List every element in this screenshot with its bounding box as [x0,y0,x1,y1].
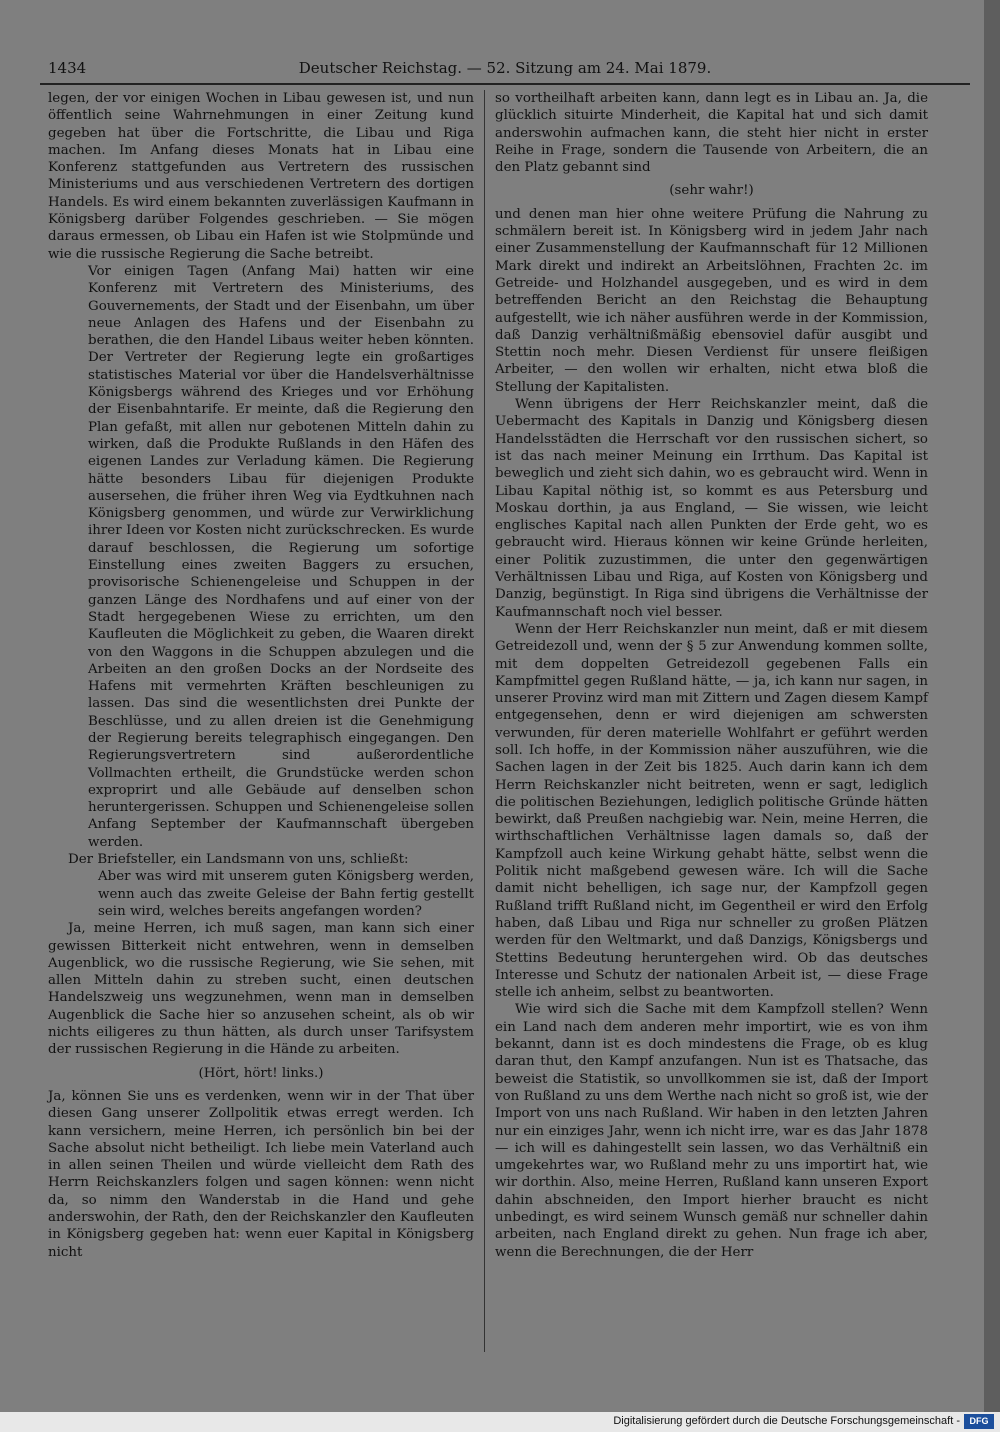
footer-credit: Digitalisierung gefördert durch die Deutsche Forschungsgemeinschaft - [613,1415,960,1427]
paragraph: Wenn der Herr Reichskanzler nun meint, daß er mit diesem Getreidezoll und, wenn der § 5 zur Anwendung kommen sollte, mit dem doppelten Getreidezoll gegebenen Falls ein Kampfmittel gegen Rußland hätte, — ja, ich kann nur sagen, in unserer Provinz wird man mit Zittern und Zagen diesem Kampf entgegensehen, denn er wird diejenigen am schwersten verwunden, für deren materielle Wohlfahrt er geführt werden soll. Ich hoffe, in der Kommission näher auszuführen, wie die Sachen lagen in der Zeit bis 1825. Auch darin kann ich dem Herrn Reichskanzler nicht beitreten, wenn er sagt, lediglich die politischen Beziehungen, lediglich politische Gründe hätten bewirkt, daß Preußen nachgiebig war. Nein, meine Herren, die wirthschaftlichen Verhältnisse lagen damals so, daß der Kampfzoll auch keine Wirkung gehabt hätte, selbst wenn die Politik nicht maßgebend gewesen wäre. Ich will die Sache damit nicht behelligen, ich sage nur, der Kampfzoll gegen Rußland trifft Rußland nicht, im Gegentheil er wird den Erfolg haben, daß Libau und Riga nur schneller zu großen Plätzen werden für den Weltmarkt, und daß Danzigs, Königsbergs und Stettins Bedeutung heruntergehen wird. Ob das deutsches Interesse und Schutz der nationalen Arbeit ist, — diese Frage stelle ich anheim, selbst zu beantworten. [495,621,928,1001]
right-column [495,90,928,1261]
paragraph: Aber was wird mit unserem guten Königsberg werden, wenn auch das zweite Geleise der Bahn fertig gestellt sein wird, welches bereits angefangen worden? [98,869,474,919]
interjection: (sehr wahr!) [669,183,754,199]
page-header [40,57,970,83]
page-number: 1434 [48,59,87,77]
paragraph: Ja, können Sie uns es verdenken, wenn wir in der That über diesen Gang unserer Zollpolitik etwas erregt werden. Ich kann versichern, meine Herren, ich persönlich bin bei der Sache absolut nicht betheiligt. Ich liebe mein Vaterland auch in allen seinen Theilen und würde vielleicht dem Rath des Herrn Reichskanzlers folgen und sagen können: wenn nicht da, so nimm den Wanderstab in die Hand und gehe anderswohin, der Rath, den der Reichskanzler den Kaufleuten in Königsberg gegeben hat: wenn euer Kapital in Königsberg nicht [48,1088,474,1260]
paragraph: Wenn übrigens der Herr Reichskanzler meint, daß die Uebermacht des Kapitals in Danzig und Königsberg diesen Handelsstädten die Herrschaft vor den russischen sichert, so ist das nach meiner Meinung ein Irrthum. Das Kapital ist beweglich und zieht sich dahin, wo es gebraucht wird. Wenn in Libau Kapital nöthig ist, so kommt es aus Petersburg und Moskau dorthin, ja aus England, — Sie wissen, wie leicht englisches Kapital nach allen Punkten der Erde geht, wo es gebraucht wird. Hieraus können wir keine Gründe herleiten, einer Politik zuzustimmen, die unter den gegenwärtigen Verhältnissen Libau und Riga, auf Kosten von Königsberg und Danzig, begünstigt. In Riga sind übrigens die Verhältnisse der Kaufmannschaft noch viel besser. [495,397,928,620]
paragraph: legen, der vor einigen Wochen in Libau gewesen ist, und nun öffentlich seine Wahrnehmungen in einer Zeitung kund gegeben hat über die Fortschritte, die Libau und Riga machen. Im Anfang dieses Monats hat in Libau eine Konferenz stattgefunden aus Vertretern des russischen Ministeriums und aus verschiedenen Vertretern des dortigen Handels. Es wird einem bekannten zuverlässigen Kaufmann in Königsberg darüber Folgendes geschrieben. — Sie mögen daraus ermessen, ob Libau ein Hafen ist wie Stolpmünde und wie die russische Regierung die Sache betreibt. [48,91,474,262]
paragraph: Wie wird sich die Sache mit dem Kampfzoll stellen? Wenn ein Land nach dem anderen mehr importirt, wie es von ihm bekannt, dann ist es doch mindestens die Frage, ob es klug daran thut, den Kampf anzufangen. Nun ist es Thatsache, das beweist die Statistik, so unvollkommen sie ist, daß der Import von Rußland zu uns dem Werthe nach nicht so groß ist, wie der Import von uns nach Rußland. Wir haben in den letzten Jahren nur ein einziges Jahr, wenn ich nicht irre, war es das Jahr 1878 — ich will es dahingestellt sein lassen, wo das Verhältniß ein umgekehrtes war, wo Rußland mehr zu uns importirt hat, wie wir dorthin. Also, meine Herren, Rußland kann unseren Export dahin abschneiden, den Import hierher braucht es nicht unbedingt, es wird seinem Wunsch gemäß nur schneller dahin arbeiten, nach England direkt zu gehen. Nun frage ich aber, wenn die Berechnungen, die der Herr [495,1002,928,1260]
column-separator [484,90,485,1352]
interjection: (Hört, hört! links.) [198,1065,324,1081]
scan-edge [984,0,1000,1412]
paragraph: Vor einigen Tagen (Anfang Mai) hatten wir eine Konferenz mit Vertretern des Ministeriums, des Gouvernements, der Stadt und der Eisenbahn, um über neue Anlagen des Hafens und der Eisenbahn zu berathen, die den Handel Libaus weiter heben könnten. Der Vertreter der Regierung legte ein großartiges statistisches Material vor über die Handelsverhältnisse Königsbergs während des Krieges und vor Erhöhung der Eisenbahntarife. Er meinte, daß die Regierung den Plan gefaßt, mit allen nur gebotenen Mitteln dahin zu wirken, daß die Produkte Rußlands in den Häfen des eigenen Landes zur Verladung kämen. Die Regierung hätte besonders Libau für diejenigen Produkte ausersehen, die früher ihren Weg via Eydtkuhnen nach Königsberg genommen, und würde zur Verwirklichung ihrer Ideen vor Kosten nicht zurückschrecken. Es wurde darauf beschlossen, die Regierung um sofortige Einstellung eines zweiten Baggers zu ersuchen, provisorische Schienengeleise und Schuppen in der ganzen Länge des Nordhafens und auf einer von der Stadt hergegebenen Wiese zu errichten, um den Kaufleuten die Möglichkeit zu geben, die Waaren direkt von den Waggons in die Schuppen abzulegen und die Arbeiten an den großen Docks an der Nordseite des Hafens mit vermehrten Kräften beschleunigen zu lassen. Das sind die wesentlichsten drei Punkte der Beschlüsse, und zu allen dreien ist die Genehmigung der Regierung bereits telegraphisch eingegangen. Den Regierungsvertretern sind außerordentliche Vollmachten ertheilt, die Grundstücke werden schon exproprirt und alle Gebäude auf denselben schon heruntergerissen. Schuppen und Schienengeleise sollen Anfang September der Kaufmannschaft übergeben werden. [88,263,474,850]
dfg-logo: DFG [964,1414,994,1429]
running-title: Deutscher Reichstag. — 52. Sitzung am 24. Mai 1879. [298,59,712,77]
paragraph: Der Briefsteller, ein Landsmann von uns, schließt: [68,852,409,868]
left-column [48,90,474,1261]
header-rule [40,83,970,85]
footer-bar [0,1412,1000,1432]
paragraph: so vortheilhaft arbeiten kann, dann legt es in Libau an. Ja, die glücklich situirte Minderheit, die Kapital hat und sich damit anderswohin aufmachen kann, die steht hier nicht in erster Reihe in Frage, sondern die Tausende von Arbeitern, die an den Platz gebannt sind [495,91,928,176]
paragraph: und denen man hier ohne weitere Prüfung die Nahrung zu schmälern bereit ist. In Königsberg wird in jedem Jahr nach einer Zusammenstellung der Kaufmannschaft für 12 Millionen Mark direkt und indirekt an Arbeitslöhnen, Frachten 2c. im Getreide- und Holzhandel ausgegeben, und es wird in dem betreffenden Bericht an den Reichstag die Behauptung aufgestellt, wie ich näher ausführen werde in der Kommission, daß Danzig verhältnißmäßig ebensoviel dafür ausgibt und Stettin noch mehr. Diesen Verdienst für unsere fleißigen Arbeiter, — den wollen wir erhalten, nicht etwa bloß die Stellung der Kapitalisten. [495,206,928,395]
paragraph: Ja, meine Herren, ich muß sagen, man kann sich einer gewissen Bitterkeit nicht entwehren, wenn in demselben Augenblick, wo die russische Regierung, wie Sie sehen, mit allen Mitteln dahin zu streben sucht, einen deutschen Handelszweig uns wegzunehmen, wenn man in demselben Augenblick die Sache hier so anzusehen scheint, als ob wir nichts eiligeres zu thun hätten, als durch unser Tarifsystem der russischen Regierung in die Hände zu arbeiten. [48,921,474,1058]
